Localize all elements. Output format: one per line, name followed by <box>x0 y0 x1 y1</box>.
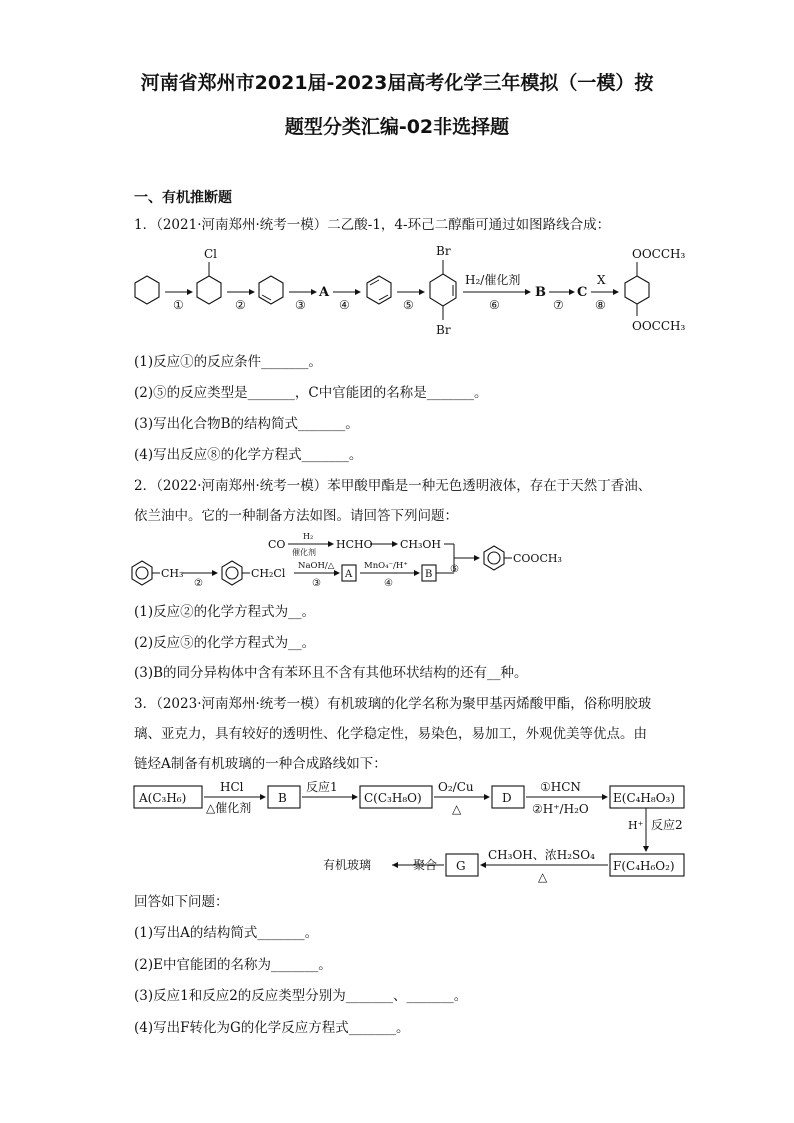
toluene-ring <box>132 561 152 585</box>
q2-step2: ② <box>194 578 203 589</box>
q1-step8: ⑧ <box>595 298 606 312</box>
q2-stem2: 依兰油中。它的一种制备方法如图。请回答下列问题： <box>134 508 458 524</box>
q2-hcho: HCHO <box>336 538 373 551</box>
q3-hcn: ①HCN <box>540 780 581 794</box>
q3-hcl-cond: △催化剂 <box>206 801 252 815</box>
benzoate-aromatic <box>488 552 500 564</box>
q3-delta2: △ <box>538 870 548 884</box>
q1-scheme <box>125 240 705 340</box>
q1-reagent-x: X <box>597 273 606 287</box>
q1-step2: ② <box>235 298 246 312</box>
q3-product: 有机玻璃 <box>323 858 372 872</box>
q1-sub1: (1)反应①的反应条件_______。 <box>134 354 322 370</box>
q1-sub3: (3)写出化合物B的结构简式_______。 <box>134 416 359 432</box>
q2-cooch3: COOCH₃ <box>513 552 562 565</box>
q3-stem2: 璃、亚克力，具有较好的透明性、化学稳定性，易染色，易加工，外观优美等优点。由 <box>134 726 647 742</box>
q1-stem: 1．（2021·河南郑州·统考一模）二乙酸-1，4-环己二醇酯可通过如图路线合成： <box>134 217 611 233</box>
q1-compound-b: B <box>535 285 546 300</box>
q3-hydrolysis: ②H⁺/H₂O <box>532 802 589 816</box>
q2-naoh: NaOH/△ <box>298 561 335 571</box>
section-heading: 一、有机推断题 <box>134 190 232 206</box>
q1-step4: ④ <box>339 298 350 312</box>
q3-compound-c: C(C₃H₈O) <box>364 791 422 805</box>
q3-hcl: HCl <box>220 780 244 794</box>
doc-title-line2: 题型分类汇编-02非选择题 <box>284 116 510 138</box>
q1-oac-bottom: OOCCH₃ <box>632 319 686 333</box>
q3-sub4: (4)写出F转化为G的化学反应方程式_______。 <box>134 1020 410 1036</box>
q2-ch3oh: CH₃OH <box>400 538 442 551</box>
q3-reaction2: 反应2 <box>651 818 683 832</box>
q2-h2: H₂ <box>303 532 314 541</box>
q3-sub3: (3)反应1和反应2的反应类型分别为_______、_______。 <box>134 988 468 1004</box>
q3-scheme <box>128 776 698 886</box>
q2-step3: ③ <box>312 578 321 589</box>
q1-compound-c: C <box>577 285 588 300</box>
q1-cl-label: Cl <box>204 247 218 261</box>
q2-sub1: (1)反应②的化学方程式为__。 <box>134 604 316 620</box>
diacetate-ring <box>625 276 649 304</box>
q1-sub4: (4)写出反应⑧的化学方程式_______。 <box>134 447 363 463</box>
q3-compound-d: D <box>502 791 512 805</box>
q3-polymerize: 聚合 <box>413 858 438 872</box>
q1-cond6: H₂/催化剂 <box>465 273 521 287</box>
q1-sub2: (2)⑤的反应类型是_______，C中官能团的名称是_______。 <box>134 385 488 401</box>
chlorocyclohexane-ring <box>197 276 221 304</box>
q3-o2cu: O₂/Cu <box>438 780 474 794</box>
q1-oac-top: OOCCH₃ <box>632 247 686 261</box>
q3-delta1: △ <box>452 802 462 816</box>
q2-ch2cl: CH₂Cl <box>251 567 286 580</box>
cyclohexane-ring <box>135 276 159 304</box>
doc-title-line1: 河南省郑州市2021届-2023届高考化学三年模拟（一模）按 <box>140 72 654 94</box>
q3-reaction1: 反应1 <box>306 780 338 794</box>
q2-scheme <box>128 528 588 594</box>
q1-step3: ③ <box>295 298 306 312</box>
q1-step7: ⑦ <box>553 298 564 312</box>
q2-sub2: (2)反应⑤的化学方程式为__。 <box>134 635 316 651</box>
q3-stem1: 3．（2023·河南郑州·统考一模）有机玻璃的化学名称为聚甲基丙烯酸甲酯，俗称明胶玻 <box>134 696 652 712</box>
q2-mno4: MnO₄⁻/H⁺ <box>364 561 408 571</box>
q1-compound-a: A <box>319 285 330 300</box>
toluene-aromatic <box>136 567 148 579</box>
q3-answer-intro: 回答如下问题： <box>134 894 229 910</box>
q2-ch3: CH₃ <box>161 567 184 580</box>
q3-sub2: (2)E中官能团的名称为_______。 <box>134 957 332 973</box>
q3-compound-a: A(C₃H₆) <box>139 791 187 805</box>
q3-compound-g: G <box>456 859 466 873</box>
q3-meoh: CH₃OH、浓H₂SO₄ <box>488 848 595 862</box>
dibromo-ring <box>430 274 456 306</box>
q2-co: CO <box>268 538 286 551</box>
q3-hplus: H⁺ <box>628 819 644 832</box>
q3-compound-f: F(C₄H₆O₂) <box>613 859 675 873</box>
q2-compound-a: A <box>345 569 353 580</box>
benzyl-ring <box>222 561 242 585</box>
q1-br-bottom: Br <box>436 323 451 337</box>
q3-compound-b: B <box>278 791 287 805</box>
q3-compound-e: E(C₄H₈O₃) <box>613 791 676 805</box>
q1-step5: ⑤ <box>403 298 414 312</box>
q2-sub3: (3)B的同分异构体中含有苯环且不含有其他环状结构的还有__种。 <box>134 665 528 681</box>
q3-sub1: (1)写出A的结构简式_______。 <box>134 925 319 941</box>
q2-stem1: 2．（2022·河南郑州·统考一模）苯甲酸甲酯是一种无色透明液体，存在于天然丁香油、 <box>134 478 652 494</box>
q1-br-top: Br <box>436 244 451 258</box>
q3-stem3: 链烃A制备有机玻璃的一种合成路线如下： <box>134 756 387 772</box>
benzoate-ring <box>484 546 504 570</box>
benzyl-aromatic <box>226 567 238 579</box>
q1-step6: ⑥ <box>489 298 500 312</box>
q2-step5: ⑤ <box>450 564 459 575</box>
q2-catalyst: 催化剂 <box>292 548 316 557</box>
q2-step4: ④ <box>384 578 393 589</box>
q1-step1: ① <box>173 298 184 312</box>
q2-compound-b: B <box>425 569 433 580</box>
